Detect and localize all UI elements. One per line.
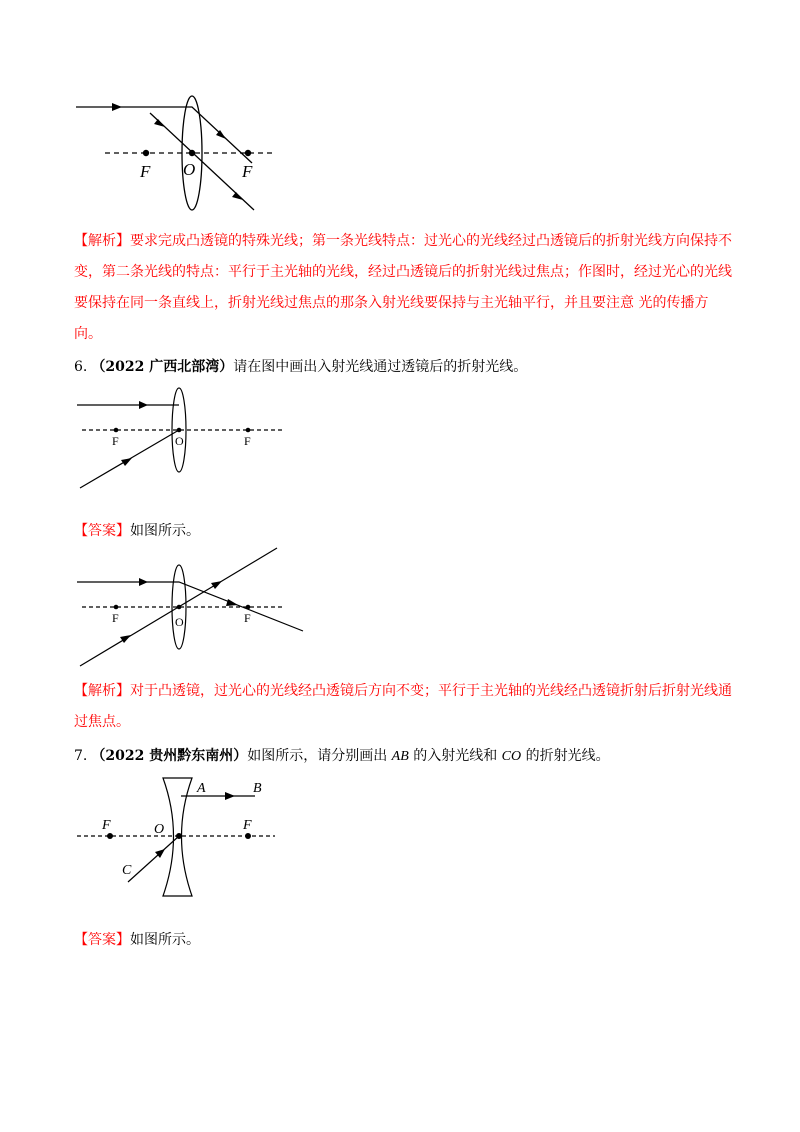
ray-ab-label: AB bbox=[391, 749, 409, 764]
answer-tag: 【答案】 bbox=[74, 932, 130, 948]
question-number: 6. bbox=[74, 359, 88, 375]
analysis-tag: 【解析】 bbox=[74, 233, 130, 249]
focus-label-left: F bbox=[140, 162, 151, 181]
focus-label-left: F bbox=[112, 434, 119, 448]
answer-text: 如图所示。 bbox=[130, 932, 200, 948]
analysis-text: 要求完成凸透镜的特殊光线；第一条光线特点：过光心的光线经过凸透镜后的折射光线方向保持不变，第二条光线的特点：平行于主光轴的光线，经过凸透镜后的折射光线过焦点；作图时，经过光心的光线要保持在同一条直线上，折射光线过焦点的那条入射光线要保持与主光轴平行，并且要注意 光的传播方向。 bbox=[74, 233, 732, 342]
ray-co-label: CO bbox=[501, 749, 522, 764]
question-text-part3: 的折射光线。 bbox=[525, 748, 610, 764]
question-source: （2022 广西北部湾） bbox=[91, 359, 234, 375]
focus-label-right: F bbox=[244, 434, 251, 448]
question-text-part2: 的入射光线和 bbox=[413, 748, 498, 764]
question-number: 7. bbox=[74, 748, 88, 764]
question-source: （2022 贵州黔东南州） bbox=[91, 748, 248, 764]
focus-label-right: F bbox=[244, 611, 251, 625]
optical-center-dot bbox=[176, 833, 182, 839]
point-c-label: C bbox=[122, 863, 132, 878]
optical-center-label: O bbox=[154, 822, 165, 837]
arrow-head bbox=[225, 792, 235, 800]
focus-label-left: F bbox=[112, 611, 119, 625]
analysis-tag: 【解析】 bbox=[74, 683, 130, 699]
question-text-part1: 如图所示，请分别画出 bbox=[247, 748, 388, 764]
point-a-label: A bbox=[197, 781, 206, 796]
question-text: 请在图中画出入射光线通过透镜后的折射光线。 bbox=[233, 359, 528, 375]
point-b-label: B bbox=[253, 781, 262, 796]
focus-dot-left bbox=[107, 833, 113, 839]
focus-label-left: F bbox=[102, 818, 111, 833]
q7-answer bbox=[74, 929, 200, 949]
focus-dot-right bbox=[245, 833, 251, 839]
focus-label-right: F bbox=[242, 162, 253, 181]
analysis-text: 对于凸透镜，过光心的光线经凸透镜后方向不变；平行于主光轴的光线经凸透镜折射后折射光线通过焦点。 bbox=[74, 683, 732, 730]
optical-center-label: O bbox=[183, 160, 196, 179]
focus-label-right: F bbox=[243, 818, 252, 833]
optical-center-label: O bbox=[175, 434, 184, 448]
ray-co bbox=[128, 836, 179, 882]
answer-tag: 【答案】 bbox=[74, 523, 130, 539]
answer-text: 如图所示。 bbox=[130, 523, 200, 539]
optical-center-label: O bbox=[175, 615, 184, 629]
